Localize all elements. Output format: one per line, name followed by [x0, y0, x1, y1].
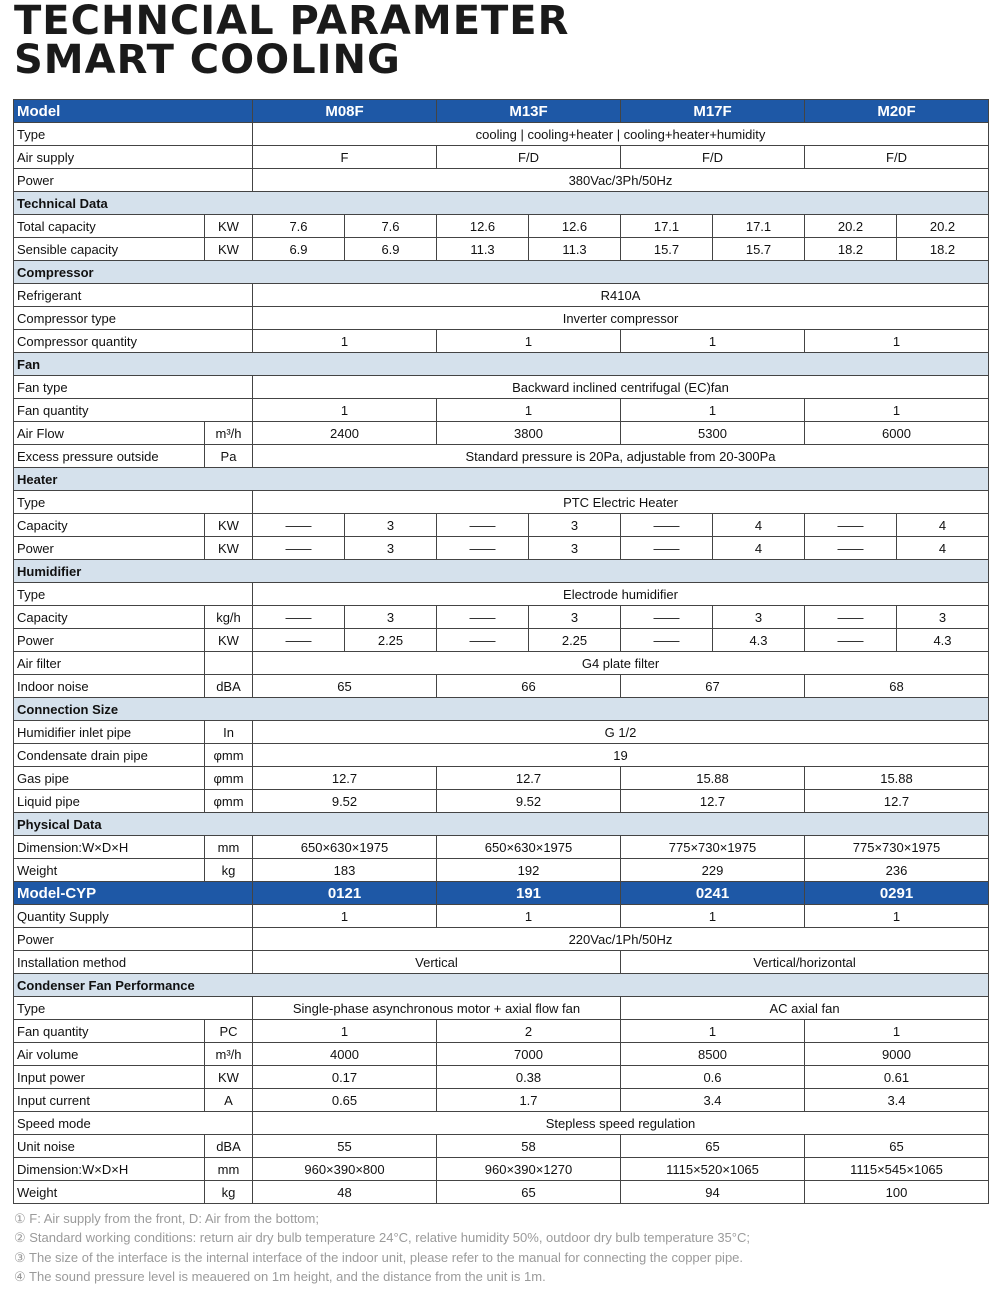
row-value: —— — [437, 537, 529, 560]
row-value: 650×630×1975 — [437, 836, 621, 859]
row-value: —— — [805, 606, 897, 629]
row-value: 3800 — [437, 422, 621, 445]
model-name: 191 — [437, 882, 621, 905]
row-value: 11.3 — [437, 238, 529, 261]
row-value: —— — [253, 514, 345, 537]
row-value: —— — [805, 514, 897, 537]
row-value: 1 — [437, 399, 621, 422]
row-label: Dimension:W×D×H — [14, 836, 205, 859]
row-value: 3.4 — [621, 1089, 805, 1112]
row-value: 1 — [437, 905, 621, 928]
row-value: —— — [805, 629, 897, 652]
row-value: 6.9 — [253, 238, 345, 261]
spec-row — [14, 422, 989, 445]
indoor-model-header-row — [14, 100, 989, 123]
row-value: cooling | cooling+heater | cooling+heater+humidity — [253, 123, 989, 146]
row-label: Type — [14, 123, 253, 146]
row-value: —— — [437, 606, 529, 629]
row-value: 67 — [621, 675, 805, 698]
model-name: 0121 — [253, 882, 437, 905]
row-label: Type — [14, 491, 253, 514]
row-value: 1 — [805, 1020, 989, 1043]
row-value: 1115×520×1065 — [621, 1158, 805, 1181]
spec-row — [14, 1112, 989, 1135]
footnotes — [14, 1209, 750, 1286]
model-name: M20F — [805, 100, 989, 123]
row-unit: In — [205, 721, 253, 744]
row-value: 3 — [529, 514, 621, 537]
row-value: 100 — [805, 1181, 989, 1204]
row-label: Capacity — [14, 606, 205, 629]
row-unit: KW — [205, 629, 253, 652]
row-label: Air Flow — [14, 422, 205, 445]
row-value: 1 — [253, 905, 437, 928]
row-value: 20.2 — [805, 215, 897, 238]
spec-row — [14, 1066, 989, 1089]
row-value: 65 — [621, 1135, 805, 1158]
row-value: 1 — [805, 330, 989, 353]
row-unit: KW — [205, 1066, 253, 1089]
row-unit: kg — [205, 859, 253, 882]
row-value: 3 — [529, 537, 621, 560]
spec-row — [14, 997, 989, 1020]
row-value: Standard pressure is 20Pa, adjustable from 20-300Pa — [253, 445, 989, 468]
row-value: 960×390×800 — [253, 1158, 437, 1181]
row-label: Humidifier inlet pipe — [14, 721, 205, 744]
row-label: Power — [14, 629, 205, 652]
section-header-row — [14, 353, 989, 376]
row-value: 8500 — [621, 1043, 805, 1066]
row-value: 12.6 — [529, 215, 621, 238]
row-value: 3 — [345, 514, 437, 537]
model-name: 0241 — [621, 882, 805, 905]
row-value: 3 — [897, 606, 989, 629]
row-value: 6000 — [805, 422, 989, 445]
spec-row — [14, 606, 989, 629]
spec-row — [14, 721, 989, 744]
row-unit: m³/h — [205, 1043, 253, 1066]
row-value: 0.65 — [253, 1089, 437, 1112]
row-value: AC axial fan — [621, 997, 989, 1020]
row-label: Type — [14, 583, 253, 606]
row-label: Power — [14, 928, 253, 951]
footnote: ③ The size of the interface is the internal interface of the indoor unit, please refer to the manual for connecting the copper pipe. — [14, 1249, 744, 1265]
section-title: Fan — [14, 353, 989, 376]
row-label: Power — [14, 537, 205, 560]
row-value: —— — [253, 629, 345, 652]
row-value: Vertical — [253, 951, 621, 974]
row-value: 19 — [253, 744, 989, 767]
spec-row — [14, 330, 989, 353]
section-header-row — [14, 813, 989, 836]
spec-row — [14, 399, 989, 422]
section-title: Connection Size — [14, 698, 989, 721]
row-value: 0.17 — [253, 1066, 437, 1089]
row-unit: KW — [205, 514, 253, 537]
row-value: 3 — [345, 537, 437, 560]
row-label: Gas pipe — [14, 767, 205, 790]
spec-row — [14, 675, 989, 698]
row-value: 4 — [897, 514, 989, 537]
row-value: 12.7 — [805, 790, 989, 813]
row-label: Liquid pipe — [14, 790, 205, 813]
row-value: 48 — [253, 1181, 437, 1204]
row-value: 0.6 — [621, 1066, 805, 1089]
spec-row — [14, 652, 989, 675]
row-value: 229 — [621, 859, 805, 882]
spec-row — [14, 744, 989, 767]
row-value: 1 — [621, 399, 805, 422]
spec-row — [14, 928, 989, 951]
row-label: Installation method — [14, 951, 253, 974]
spec-row — [14, 951, 989, 974]
row-value: 1 — [805, 399, 989, 422]
row-label: Compressor quantity — [14, 330, 253, 353]
row-value: 2.25 — [345, 629, 437, 652]
row-value: 380Vac/3Ph/50Hz — [253, 169, 989, 192]
row-value: 9.52 — [437, 790, 621, 813]
row-value: 1 — [253, 1020, 437, 1043]
row-label: Input current — [14, 1089, 205, 1112]
row-value: 58 — [437, 1135, 621, 1158]
row-value: 775×730×1975 — [805, 836, 989, 859]
row-value: 66 — [437, 675, 621, 698]
row-value: 4.3 — [897, 629, 989, 652]
spec-row — [14, 514, 989, 537]
row-unit — [205, 652, 253, 675]
spec-row — [14, 123, 989, 146]
row-value: 9.52 — [253, 790, 437, 813]
row-value: —— — [805, 537, 897, 560]
footnote: ① F: Air supply from the front, D: Air from the bottom; — [14, 1211, 319, 1226]
spec-row — [14, 836, 989, 859]
row-unit: PC — [205, 1020, 253, 1043]
section-header-row — [14, 974, 989, 997]
row-value: 960×390×1270 — [437, 1158, 621, 1181]
row-label: Compressor type — [14, 307, 253, 330]
row-unit: φmm — [205, 744, 253, 767]
row-unit: mm — [205, 1158, 253, 1181]
row-value: 65 — [805, 1135, 989, 1158]
row-value: 20.2 — [897, 215, 989, 238]
row-value: 1 — [253, 330, 437, 353]
row-value: F/D — [437, 146, 621, 169]
model-name: M13F — [437, 100, 621, 123]
row-value: 15.88 — [805, 767, 989, 790]
spec-row — [14, 146, 989, 169]
row-value: 4 — [713, 514, 805, 537]
row-unit: kg/h — [205, 606, 253, 629]
spec-row — [14, 1181, 989, 1204]
row-unit: kg — [205, 1181, 253, 1204]
spec-table — [13, 99, 989, 1204]
section-title: Humidifier — [14, 560, 989, 583]
row-value: Backward inclined centrifugal (EC)fan — [253, 376, 989, 399]
row-label: Total capacity — [14, 215, 205, 238]
model-header-label: Model — [14, 100, 253, 123]
row-value: —— — [621, 537, 713, 560]
spec-row — [14, 284, 989, 307]
row-label: Excess pressure outside — [14, 445, 205, 468]
model-header-label: Model-CYP — [14, 882, 253, 905]
spec-row — [14, 1020, 989, 1043]
row-value: 12.7 — [437, 767, 621, 790]
model-name: M17F — [621, 100, 805, 123]
row-value: 6.9 — [345, 238, 437, 261]
section-title: Technical Data — [14, 192, 989, 215]
row-value: Inverter compressor — [253, 307, 989, 330]
row-label: Quantity Supply — [14, 905, 253, 928]
row-value: R410A — [253, 284, 989, 307]
row-value: G4 plate filter — [253, 652, 989, 675]
title-line-1: TECHNCIAL PARAMETER — [14, 0, 570, 44]
row-label: Fan quantity — [14, 1020, 205, 1043]
row-value: 220Vac/1Ph/50Hz — [253, 928, 989, 951]
row-value: PTC Electric Heater — [253, 491, 989, 514]
section-header-row — [14, 698, 989, 721]
row-value: —— — [437, 514, 529, 537]
spec-row — [14, 629, 989, 652]
row-value: 1 — [621, 1020, 805, 1043]
row-label: Indoor noise — [14, 675, 205, 698]
row-value: Vertical/horizontal — [621, 951, 989, 974]
section-title: Physical Data — [14, 813, 989, 836]
row-label: Air volume — [14, 1043, 205, 1066]
row-value: 5300 — [621, 422, 805, 445]
spec-row — [14, 215, 989, 238]
row-label: Power — [14, 169, 253, 192]
row-value: 3.4 — [805, 1089, 989, 1112]
row-value: —— — [621, 514, 713, 537]
spec-row — [14, 376, 989, 399]
row-value: 3 — [345, 606, 437, 629]
row-unit: KW — [205, 238, 253, 261]
row-value: 183 — [253, 859, 437, 882]
row-unit: mm — [205, 836, 253, 859]
spec-row — [14, 537, 989, 560]
row-unit: φmm — [205, 767, 253, 790]
section-title: Compressor — [14, 261, 989, 284]
row-value: 68 — [805, 675, 989, 698]
row-value: —— — [253, 606, 345, 629]
row-value: 4 — [897, 537, 989, 560]
row-value: 1.7 — [437, 1089, 621, 1112]
row-value: 4 — [713, 537, 805, 560]
row-value: 0.61 — [805, 1066, 989, 1089]
row-label: Sensible capacity — [14, 238, 205, 261]
row-value: 1115×545×1065 — [805, 1158, 989, 1181]
row-value: 775×730×1975 — [621, 836, 805, 859]
row-value: —— — [621, 606, 713, 629]
row-value: 650×630×1975 — [253, 836, 437, 859]
row-value: 2400 — [253, 422, 437, 445]
row-label: Speed mode — [14, 1112, 253, 1135]
spec-row — [14, 307, 989, 330]
row-value: 1 — [621, 905, 805, 928]
row-value: —— — [253, 537, 345, 560]
row-value: —— — [621, 629, 713, 652]
row-value: 65 — [253, 675, 437, 698]
row-value: 11.3 — [529, 238, 621, 261]
row-value: 9000 — [805, 1043, 989, 1066]
spec-row — [14, 169, 989, 192]
row-value: 15.88 — [621, 767, 805, 790]
row-unit: KW — [205, 215, 253, 238]
row-label: Fan type — [14, 376, 253, 399]
row-label: Weight — [14, 1181, 205, 1204]
spec-row — [14, 859, 989, 882]
row-value: F — [253, 146, 437, 169]
spec-row — [14, 445, 989, 468]
row-value: 15.7 — [713, 238, 805, 261]
row-unit: A — [205, 1089, 253, 1112]
spec-row — [14, 1043, 989, 1066]
row-value: 15.7 — [621, 238, 713, 261]
row-unit: φmm — [205, 790, 253, 813]
row-value: 1 — [253, 399, 437, 422]
row-unit: dBA — [205, 1135, 253, 1158]
row-unit: dBA — [205, 675, 253, 698]
row-unit: KW — [205, 537, 253, 560]
footnote: ④ The sound pressure level is meauered on 1m height, and the distance from the unit is 1m. — [14, 1268, 546, 1284]
section-header-row — [14, 192, 989, 215]
row-value: 18.2 — [897, 238, 989, 261]
row-value: 17.1 — [713, 215, 805, 238]
spec-row — [14, 790, 989, 813]
row-value: 2 — [437, 1020, 621, 1043]
row-value: F/D — [805, 146, 989, 169]
row-label: Weight — [14, 859, 205, 882]
spec-row — [14, 1135, 989, 1158]
row-value: 2.25 — [529, 629, 621, 652]
section-title: Heater — [14, 468, 989, 491]
row-value: 12.7 — [253, 767, 437, 790]
row-value: 7.6 — [253, 215, 345, 238]
row-unit: Pa — [205, 445, 253, 468]
row-value: 17.1 — [621, 215, 713, 238]
title-line-2: SMART COOLING — [14, 37, 401, 83]
row-value: Electrode humidifier — [253, 583, 989, 606]
row-unit: m³/h — [205, 422, 253, 445]
model-name: M08F — [253, 100, 437, 123]
spec-row — [14, 767, 989, 790]
spec-row — [14, 491, 989, 514]
row-value: Stepless speed regulation — [253, 1112, 989, 1135]
row-label: Condensate drain pipe — [14, 744, 205, 767]
row-value: F/D — [621, 146, 805, 169]
row-value: 4000 — [253, 1043, 437, 1066]
section-header-row — [14, 468, 989, 491]
row-value: 7000 — [437, 1043, 621, 1066]
row-value: G 1/2 — [253, 721, 989, 744]
row-value: 3 — [529, 606, 621, 629]
model-name: 0291 — [805, 882, 989, 905]
row-label: Air supply — [14, 146, 253, 169]
spec-row — [14, 238, 989, 261]
row-label: Refrigerant — [14, 284, 253, 307]
row-value: 94 — [621, 1181, 805, 1204]
row-value: 236 — [805, 859, 989, 882]
row-label: Fan quantity — [14, 399, 253, 422]
row-value: 4.3 — [713, 629, 805, 652]
row-value: —— — [437, 629, 529, 652]
row-value: 7.6 — [345, 215, 437, 238]
row-label: Type — [14, 997, 253, 1020]
row-label: Unit noise — [14, 1135, 205, 1158]
row-value: 18.2 — [805, 238, 897, 261]
section-header-row — [14, 560, 989, 583]
row-value: 1 — [437, 330, 621, 353]
row-value: 1 — [805, 905, 989, 928]
row-label: Air filter — [14, 652, 205, 675]
row-value: 12.6 — [437, 215, 529, 238]
footnote: ② Standard working conditions: return air dry bulb temperature 24°C, relative humidity 50%, outdoor dry bulb temperature 35°C; — [14, 1230, 750, 1246]
row-label: Input power — [14, 1066, 205, 1089]
row-value: Single-phase asynchronous motor + axial flow fan — [253, 997, 621, 1020]
row-value: 0.38 — [437, 1066, 621, 1089]
section-title: Condenser Fan Performance — [14, 974, 989, 997]
row-label: Dimension:W×D×H — [14, 1158, 205, 1181]
row-value: 12.7 — [621, 790, 805, 813]
row-value: 65 — [437, 1181, 621, 1204]
spec-row — [14, 1089, 989, 1112]
page-title — [14, 0, 570, 83]
section-header-row — [14, 261, 989, 284]
spec-row — [14, 905, 989, 928]
row-value: 55 — [253, 1135, 437, 1158]
spec-row — [14, 1158, 989, 1181]
spec-row — [14, 583, 989, 606]
row-label: Capacity — [14, 514, 205, 537]
outdoor-model-header-row — [14, 882, 989, 905]
row-value: 3 — [713, 606, 805, 629]
row-value: 192 — [437, 859, 621, 882]
row-value: 1 — [621, 330, 805, 353]
